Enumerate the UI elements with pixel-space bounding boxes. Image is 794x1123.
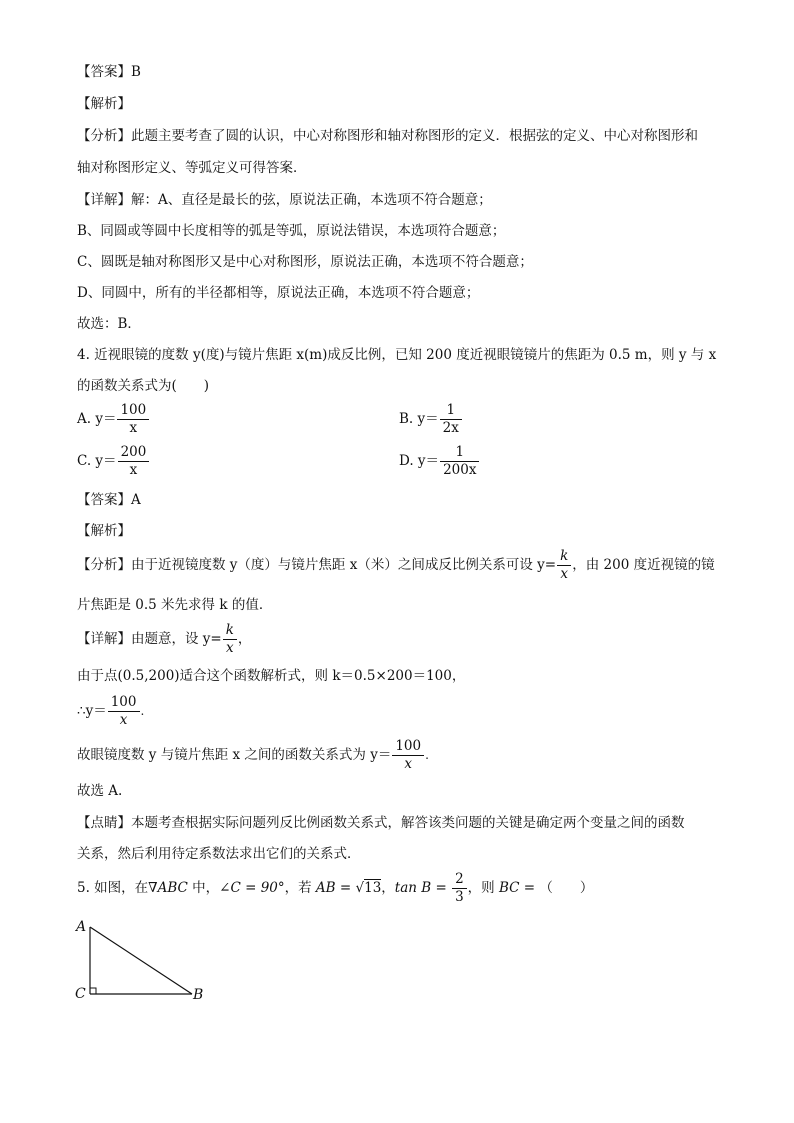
stem-text: ，若 (284, 880, 316, 896)
q5-stem (77, 871, 593, 906)
side-ab (90, 927, 192, 994)
vertex-b-label: B (193, 987, 204, 1003)
sqrt-radicand: 13 (364, 880, 382, 896)
fraction-denominator: x (557, 565, 571, 583)
q4-dianjing-line2: 关系，然后利用待定系数法求出它们的关系式． (77, 846, 361, 862)
hundred-over-x-fraction (108, 694, 140, 729)
option-c-prefix: C. y＝ (77, 453, 117, 469)
fraction-numerator: k (225, 622, 234, 638)
stem-text: 5. 如图，在 (77, 880, 149, 896)
triangle-symbol: ∇ (148, 880, 158, 896)
fraction-numerator: 100 (395, 738, 422, 754)
q3-detail-d: D、同圆中，所有的半径都相等，原说法正确，本选项不符合题意； (77, 285, 480, 301)
fraction-numerator: k (560, 548, 569, 564)
q3-fenxi-line2: 轴对称图形定义、等弧定义可得答案． (77, 160, 307, 176)
fenxi-text: 由于近视镜度数 y（度）与镜片焦距 x（米）之间成反比例关系可设 y= (131, 557, 557, 573)
answer-blank: （ ） (539, 880, 594, 896)
angle-condition: ∠C = 90° (219, 880, 285, 896)
ab-label: AB = (315, 880, 356, 896)
q4-option-c (77, 444, 150, 479)
dianjing-tag: 【点睛】 (77, 815, 131, 831)
q4-analysis-heading: 【解析】 (77, 523, 131, 539)
q4-option-b (399, 402, 463, 437)
q3-answer-line (77, 63, 141, 81)
q4-option-d (399, 444, 480, 479)
detail-tag: 【详解】 (77, 192, 131, 208)
fenxi-tag: 【分析】 (77, 128, 131, 144)
k-over-x-fraction (223, 622, 237, 657)
stem-text: ，则 (467, 880, 499, 896)
option-d-prefix: D. y＝ (399, 453, 440, 469)
fraction-numerator: 200 (120, 444, 147, 460)
conclusion-text: 故眼镜度数 y 与镜片焦距 x 之间的函数关系式为 y＝ (77, 747, 392, 763)
fraction-numerator: 1 (446, 402, 456, 418)
detail-text: 解：A、直径是最长的弦，原说法正确，本选项不符合题意； (131, 192, 492, 208)
vertex-c-label: C (75, 986, 86, 1002)
q4-option-a (77, 402, 150, 437)
therefore-text: ∴y＝ (77, 703, 107, 719)
q4-fenxi-line2: 片焦距是 0.5 米先求得 k 的值． (77, 597, 273, 613)
q4-choose: 故选 A. (77, 783, 123, 799)
q4-detail-line4 (77, 738, 429, 773)
detail-text: 由题意，设 y= (131, 631, 222, 647)
hundred-over-x-fraction (392, 738, 424, 773)
fraction-denominator: 2x (440, 419, 462, 437)
stem-text: ， (381, 880, 395, 896)
q3-detail-a (77, 191, 492, 209)
right-angle-mark (90, 988, 96, 994)
fraction-denominator: 200x (440, 461, 479, 479)
fraction-numerator: 2 (455, 871, 464, 887)
q4-answer-line (77, 491, 141, 509)
q4-stem-line2: 的函数关系式为( ) (77, 378, 210, 394)
q4-fenxi-line1 (77, 548, 715, 583)
right-triangle-figure (70, 915, 220, 1010)
fraction-denominator: x (117, 419, 149, 437)
vertex-a-label: A (76, 919, 87, 935)
fraction-denominator: 3 (452, 888, 467, 906)
fraction-denominator: x (118, 461, 150, 479)
fraction-numerator: 100 (120, 402, 147, 418)
q4-detail-line2: 由于点(0.5,200)适合这个函数解析式，则 k＝0.5×200＝100， (77, 668, 466, 684)
dianjing-text: 本题考查根据实际问题列反比例函数关系式，解答该类问题的关键是确定两个变量之间的函数 (131, 815, 685, 831)
option-a-prefix: A. y＝ (77, 411, 117, 427)
answer-value: A (131, 492, 141, 508)
period: . (425, 748, 429, 762)
option-b-fraction (440, 402, 462, 437)
fraction-denominator: x (392, 755, 424, 773)
answer-value: B (131, 64, 141, 80)
k-over-x-fraction (557, 548, 571, 583)
q3-analysis-heading: 【解析】 (77, 96, 131, 112)
answer-tag: 【答案】 (77, 492, 131, 508)
fraction-denominator: x (108, 711, 140, 729)
option-b-prefix: B. y＝ (399, 411, 439, 427)
detail-text-tail: ， (237, 631, 252, 647)
q4-stem-line1: 4. 近视眼镜的度数 y(度)与镜片焦距 x(m)成反比例，已知 200 度近视眼镜镜片的焦距为 0.5 m，则 y 与 x (77, 347, 717, 363)
two-thirds-fraction (452, 871, 467, 906)
fraction-numerator: 1 (455, 444, 465, 460)
q3-detail-b: B、同圆或等圆中长度相等的弧是等弧，原说法错误，本选项符合题意； (77, 223, 506, 239)
q3-detail-c: C、圆既是轴对称图形又是中心对称图形，原说法正确，本选项不符合题意； (77, 254, 533, 270)
option-d-fraction (440, 444, 479, 479)
fraction-numerator: 100 (110, 694, 137, 710)
q3-fenxi-line1 (77, 127, 698, 145)
stem-text: 中， (187, 880, 220, 896)
option-a-fraction (117, 402, 149, 437)
tan-label: tan B = (394, 880, 452, 896)
fraction-denominator: x (223, 639, 237, 657)
fenxi-tag: 【分析】 (77, 557, 131, 573)
q4-dianjing-line1 (77, 814, 685, 832)
fenxi-text-tail: ，由 200 度近视镜的镜 (572, 557, 715, 573)
triangle-name: ABC (157, 880, 188, 896)
fenxi-text: 此题主要考查了圆的认识，中心对称图形和轴对称图形的定义．根据弦的定义、中心对称图形和 (131, 128, 698, 144)
bc-label: BC = (498, 880, 540, 896)
sqrt-expression: √13 (355, 880, 382, 896)
q3-choose: 故选：B． (77, 316, 141, 332)
answer-tag: 【答案】 (77, 64, 131, 80)
q4-detail-line1 (77, 622, 251, 657)
option-c-fraction (118, 444, 150, 479)
period: . (140, 704, 145, 718)
detail-tag: 【详解】 (77, 631, 131, 647)
q4-detail-line3 (77, 694, 144, 729)
